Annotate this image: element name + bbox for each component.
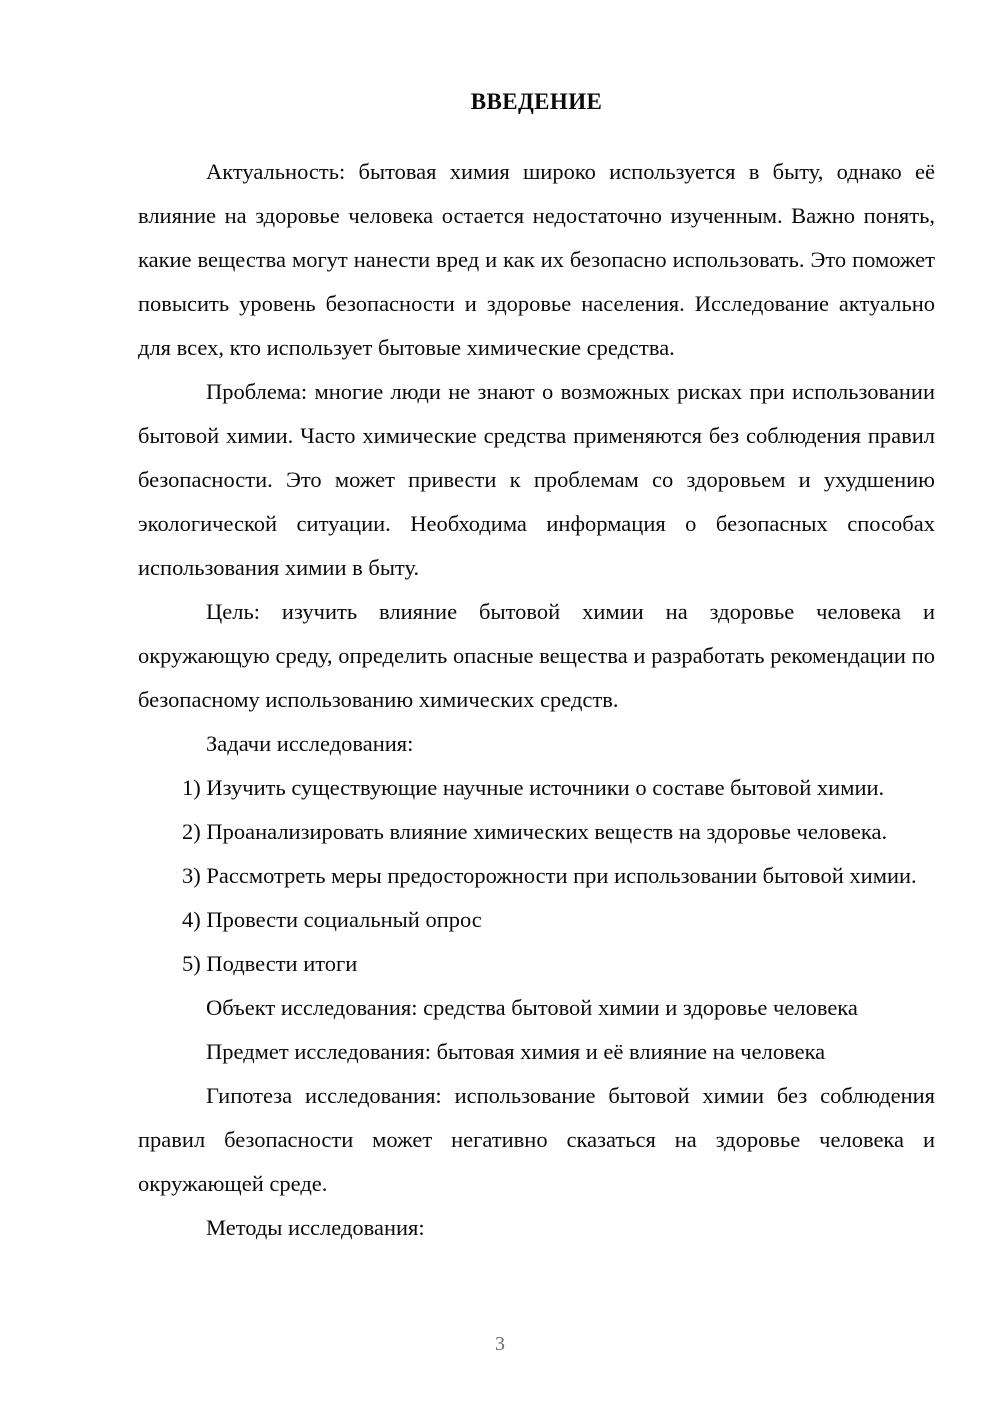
paragraph-relevance: Актуальность: бытовая химия широко используется в быту, однако её влияние на здоровье человека остается недостаточно изученным. Важно понять, какие вещества могут нанести вред и как их безопасно использовать. Это поможет повысить уровень безопасности и здоровье населения. Исследование актуально для всех, кто использует бытовые химические средства. [138,158,935,360]
task-item-2: 2) Проанализировать влияние химических веществ на здоровье человека. [182,818,888,844]
page-number: 3 [495,1333,505,1355]
tasks-heading: Задачи исследования: [206,730,414,756]
task-item-5: 5) Подвести итоги [182,950,358,976]
task-item-3: 3) Рассмотреть меры предосторожности при использовании бытовой химии. [182,862,917,888]
page-title: ВВЕДЕНИЕ [470,89,603,114]
page-content [138,88,935,1250]
subject-of-research-line: Предмет исследования: бытовая химия и её влияние на человека [206,1038,826,1064]
paragraph-hypothesis: Гипотеза исследования: использование бытовой химии без соблюдения правил безопасности может негативно сказаться на здоровье человека и окружающей среде. [138,1082,935,1196]
task-item-1: 1) Изучить существующие научные источники о составе бытовой химии. [182,774,885,800]
paragraph-problem: Проблема: многие люди не знают о возможных рисках при использовании бытовой химии. Часто химические средства применяются без соблюдения правил безопасности. Это может привести к проблемам со здоровьем и ухудшению экологической ситуации. Необходима информация о безопасных способах использования химии в быту. [138,378,935,580]
methods-heading: Методы исследования: [206,1214,425,1240]
paragraph-goal: Цель: изучить влияние бытовой химии на здоровье человека и окружающую среду, определить опасные вещества и разработать рекомендации по безопасному использованию химических средств. [138,598,935,712]
object-of-research-line: Объект исследования: средства бытовой химии и здоровье человека [206,994,858,1020]
task-item-4: 4) Провести социальный опрос [182,906,482,932]
